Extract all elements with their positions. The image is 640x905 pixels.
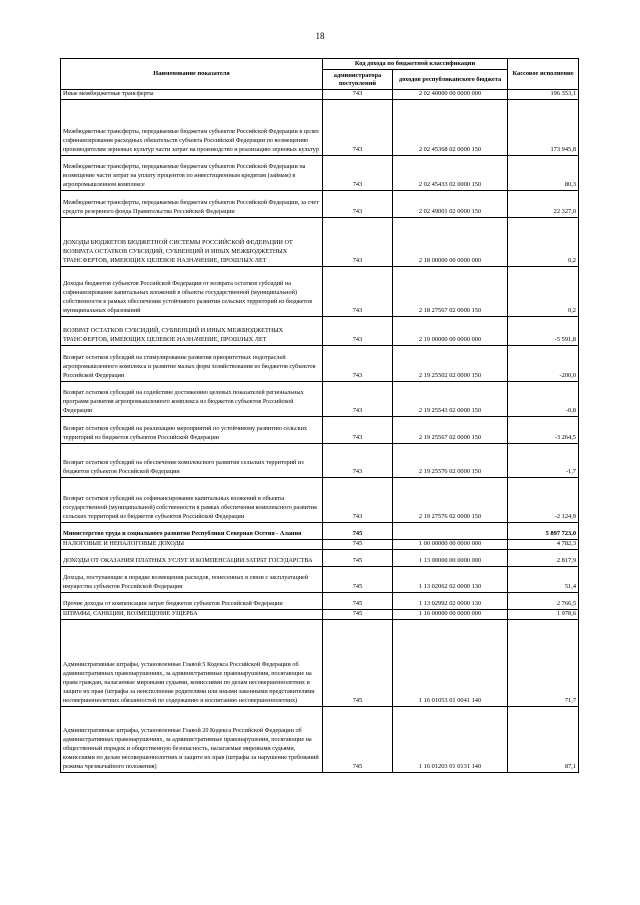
income-code-cell: 2 19 27576 02 0000 150 <box>393 477 508 522</box>
indicator-cell: Прочие доходы от компенсации затрат бюджетов субъектов Российской Федерации <box>61 592 323 609</box>
income-code-cell: 1 16 01203 01 0131 140 <box>393 706 508 772</box>
income-code-cell <box>393 522 508 539</box>
table-body <box>61 90 579 773</box>
amount-cell: 2 817,9 <box>508 549 579 566</box>
amount-cell: 4 782,3 <box>508 539 579 549</box>
amount-cell: -200,0 <box>508 345 579 381</box>
table-row <box>61 99 579 155</box>
administrator-code-cell: 745 <box>323 549 393 566</box>
administrator-code-cell: 745 <box>323 609 393 619</box>
table-row <box>61 90 579 100</box>
amount-cell: 2 766,5 <box>508 592 579 609</box>
table-row <box>61 443 579 477</box>
income-code-cell: 2 19 25502 02 0000 150 <box>393 345 508 381</box>
income-code-cell: 1 00 00000 00 0000 000 <box>393 539 508 549</box>
table-row <box>61 345 579 381</box>
income-code-cell: 2 02 45433 02 0000 150 <box>393 155 508 190</box>
amount-cell: 87,1 <box>508 706 579 772</box>
administrator-code-cell: 743 <box>323 266 393 316</box>
administrator-code-cell: 745 <box>323 706 393 772</box>
income-code-cell: 1 13 02992 02 0000 130 <box>393 592 508 609</box>
amount-cell: -3 264,5 <box>508 416 579 443</box>
income-code-cell: 2 02 45368 02 0000 150 <box>393 99 508 155</box>
table-row <box>61 539 579 549</box>
table-row <box>61 522 579 539</box>
administrator-code-cell: 743 <box>323 217 393 266</box>
indicator-cell: Административные штрафы, установленные Главой 20 Кодекса Российской Федерации об административных правонарушениях, за административные правонарушения, посягающие на общественный порядок и общественную безопасность, налагаемые мировыми судьями, комиссиями по делам несовершеннолетних и защите их прав (штрафы за нарушение требований режима чрезвычайного положения) <box>61 706 323 772</box>
amount-cell: 0,2 <box>508 266 579 316</box>
income-code-cell: 2 18 27567 02 0000 150 <box>393 266 508 316</box>
indicator-cell: НАЛОГОВЫЕ И НЕНАЛОГОВЫЕ ДОХОДЫ <box>61 539 323 549</box>
table-row <box>61 416 579 443</box>
amount-cell: -0,8 <box>508 381 579 416</box>
income-code-cell: 2 02 40000 00 0000 000 <box>393 90 508 100</box>
administrator-code-cell: 743 <box>323 155 393 190</box>
indicator-cell: Доходы бюджетов субъектов Российской Федерации от возврата остатков субсидий на софинансирование капитальных вложений в объекты государственной (муниципальной) собственности в рамках обеспечения устойчивого развития сельских территорий из бюджетов муниципальных образований <box>61 266 323 316</box>
income-code-cell: 1 16 00000 00 0000 000 <box>393 609 508 619</box>
indicator-cell: Возврат остатков субсидий на софинансирование капитальных вложений в объекты государственной (муниципальной) собственности в рамках обеспечения комплексного развития сельских территорий из бюджетов субъектов Российской Федерации <box>61 477 323 522</box>
table-row <box>61 316 579 345</box>
administrator-code-cell: 743 <box>323 443 393 477</box>
amount-cell: 1 978,6 <box>508 609 579 619</box>
amount-cell: 0,2 <box>508 217 579 266</box>
income-code-cell: 2 19 25567 02 0000 150 <box>393 416 508 443</box>
amount-cell: 22 327,0 <box>508 190 579 217</box>
income-code-cell: 1 16 01053 01 0041 140 <box>393 619 508 706</box>
page-number: 18 <box>315 31 325 41</box>
administrator-code-cell: 743 <box>323 90 393 100</box>
administrator-code-cell: 745 <box>323 566 393 592</box>
indicator-cell: ВОЗВРАТ ОСТАТКОВ СУБСИДИЙ, СУБВЕНЦИЙ И ИНЫХ МЕЖБЮДЖЕТНЫХ ТРАНСФЕРТОВ, ИМЕЮЩИХ ЦЕЛЕВОЕ НАЗНАЧЕНИЕ, ПРОШЛЫХ ЛЕТ <box>61 316 323 345</box>
income-code-cell: 2 19 25576 02 0000 150 <box>393 443 508 477</box>
amount-cell: 80,3 <box>508 155 579 190</box>
table-row <box>61 217 579 266</box>
table-row <box>61 619 579 706</box>
administrator-code-cell: 745 <box>323 619 393 706</box>
income-code-cell: 1 13 00000 00 0000 000 <box>393 549 508 566</box>
indicator-cell: ДОХОДЫ БЮДЖЕТОВ БЮДЖЕТНОЙ СИСТЕМЫ РОССИЙСКОЙ ФЕДЕРАЦИИ ОТ ВОЗВРАТА ОСТАТКОВ СУБСИДИЙ, СУБВЕНЦИЙ И ИНЫХ МЕЖБЮДЖЕТНЫХ ТРАНСФЕРТОВ, ИМЕЮЩИХ ЦЕЛЕВОЕ НАЗНАЧЕНИЕ, ПРОШЛЫХ ЛЕТ <box>61 217 323 266</box>
table-row <box>61 190 579 217</box>
administrator-code-cell: 745 <box>323 539 393 549</box>
indicator-cell: ДОХОДЫ ОТ ОКАЗАНИЯ ПЛАТНЫХ УСЛУГ И КОМПЕНСАЦИИ ЗАТРАТ ГОСУДАРСТВА <box>61 549 323 566</box>
table-row <box>61 706 579 772</box>
amount-cell: -2 124,9 <box>508 477 579 522</box>
administrator-code-cell: 743 <box>323 381 393 416</box>
table-row <box>61 266 579 316</box>
indicator-cell: Межбюджетные трансферты, передаваемые бюджетам субъектов Российской Федерации, за счет средств резервного фонда Правительства Российской Федерации <box>61 190 323 217</box>
republic-income-header: доходов республиканского бюджета <box>393 70 508 90</box>
indicator-cell: Возврат остатков субсидий на реализацию мероприятий по устойчивому развитию сельских территорий из бюджетов субъектов Российской Федерации <box>61 416 323 443</box>
income-code-cell: 2 19 25543 02 0000 150 <box>393 381 508 416</box>
administrator-code-cell: 743 <box>323 99 393 155</box>
indicator-cell: Возврат остатков субсидий на стимулирование развития приоритетных подотраслей агропромышленного комплекса и развитие малых форм хозяйствования из бюджетов субъектов Российской Федерации <box>61 345 323 381</box>
amount-cell: 196 353,1 <box>508 90 579 100</box>
indicator-header: Наименование показателя <box>61 59 323 90</box>
administrator-code-cell: 743 <box>323 345 393 381</box>
table-row <box>61 381 579 416</box>
indicator-cell: ШТРАФЫ, САНКЦИИ, ВОЗМЕЩЕНИЕ УЩЕРБА <box>61 609 323 619</box>
income-code-cell: 2 19 00000 00 0000 000 <box>393 316 508 345</box>
budget-code-group-header: Код дохода по бюджетной классификации <box>323 59 508 70</box>
indicator-cell: Межбюджетные трансферты, передаваемые бюджетам субъектов Российской Федерации на возмещение части затрат на уплату процентов по инвестиционным кредитам (займам) в агропромышленном комплексе <box>61 155 323 190</box>
table-row <box>61 549 579 566</box>
indicator-cell: Возврат остатков субсидий на содействие достижению целевых показателей региональных программ развития агропромышленного комплекса из бюджетов субъектов Российской Федерации <box>61 381 323 416</box>
table-row <box>61 592 579 609</box>
indicator-cell: Доходы, поступающие в порядке возмещения расходов, понесенных в связи с эксплуатацией имущества субъектов Российской Федерации <box>61 566 323 592</box>
indicator-cell: Министерство труда и социального развития Республики Северная Осетия - Алания <box>61 522 323 539</box>
amount-cell: 51,4 <box>508 566 579 592</box>
income-code-cell: 1 13 02062 02 0000 130 <box>393 566 508 592</box>
amount-cell: 5 897 723,0 <box>508 522 579 539</box>
amount-cell: 173 945,8 <box>508 99 579 155</box>
amount-cell: -5 591,8 <box>508 316 579 345</box>
cash-execution-header: Кассовое исполнение <box>508 59 579 90</box>
amount-cell: 71,7 <box>508 619 579 706</box>
income-code-cell: 2 02 49001 02 0000 150 <box>393 190 508 217</box>
indicator-cell: Административные штрафы, установленные Главой 5 Кодекса Российской Федерации об административных правонарушениях, за административные правонарушения, посягающие на права граждан, налагаемые мировыми судьями, комиссиями по делам несовершеннолетних и защите их прав (штрафы за неисполнение родителями или иными законными представителями несовершеннолетних обязанностей по содержанию и воспитанию несовершеннолетних) <box>61 619 323 706</box>
administrator-code-cell: 745 <box>323 592 393 609</box>
administrator-code-cell: 743 <box>323 190 393 217</box>
administrator-code-cell: 743 <box>323 416 393 443</box>
table-row <box>61 477 579 522</box>
administrator-code-cell: 743 <box>323 316 393 345</box>
administrator-code-cell: 745 <box>323 522 393 539</box>
administrator-code-cell: 743 <box>323 477 393 522</box>
indicator-cell: Возврат остатков субсидий на обеспечение комплексного развития сельских территорий из бюджетов субъектов Российской Федерации <box>61 443 323 477</box>
table-row <box>61 609 579 619</box>
administrator-header: администратора поступлений <box>323 70 393 90</box>
indicator-cell: Межбюджетные трансферты, передаваемые бюджетам субъектов Российской Федерации в целях софинансирования расходных обязательств субъекта Российской Федерации по возмещению производителям зерновых культур части затрат на производство и реализацию зерновых культур <box>61 99 323 155</box>
budget-income-table <box>60 58 579 773</box>
table-row <box>61 566 579 592</box>
income-code-cell: 2 18 00000 00 0000 000 <box>393 217 508 266</box>
indicator-cell: Иные межбюджетные трансферты <box>61 90 323 100</box>
amount-cell: -1,7 <box>508 443 579 477</box>
table-row <box>61 155 579 190</box>
